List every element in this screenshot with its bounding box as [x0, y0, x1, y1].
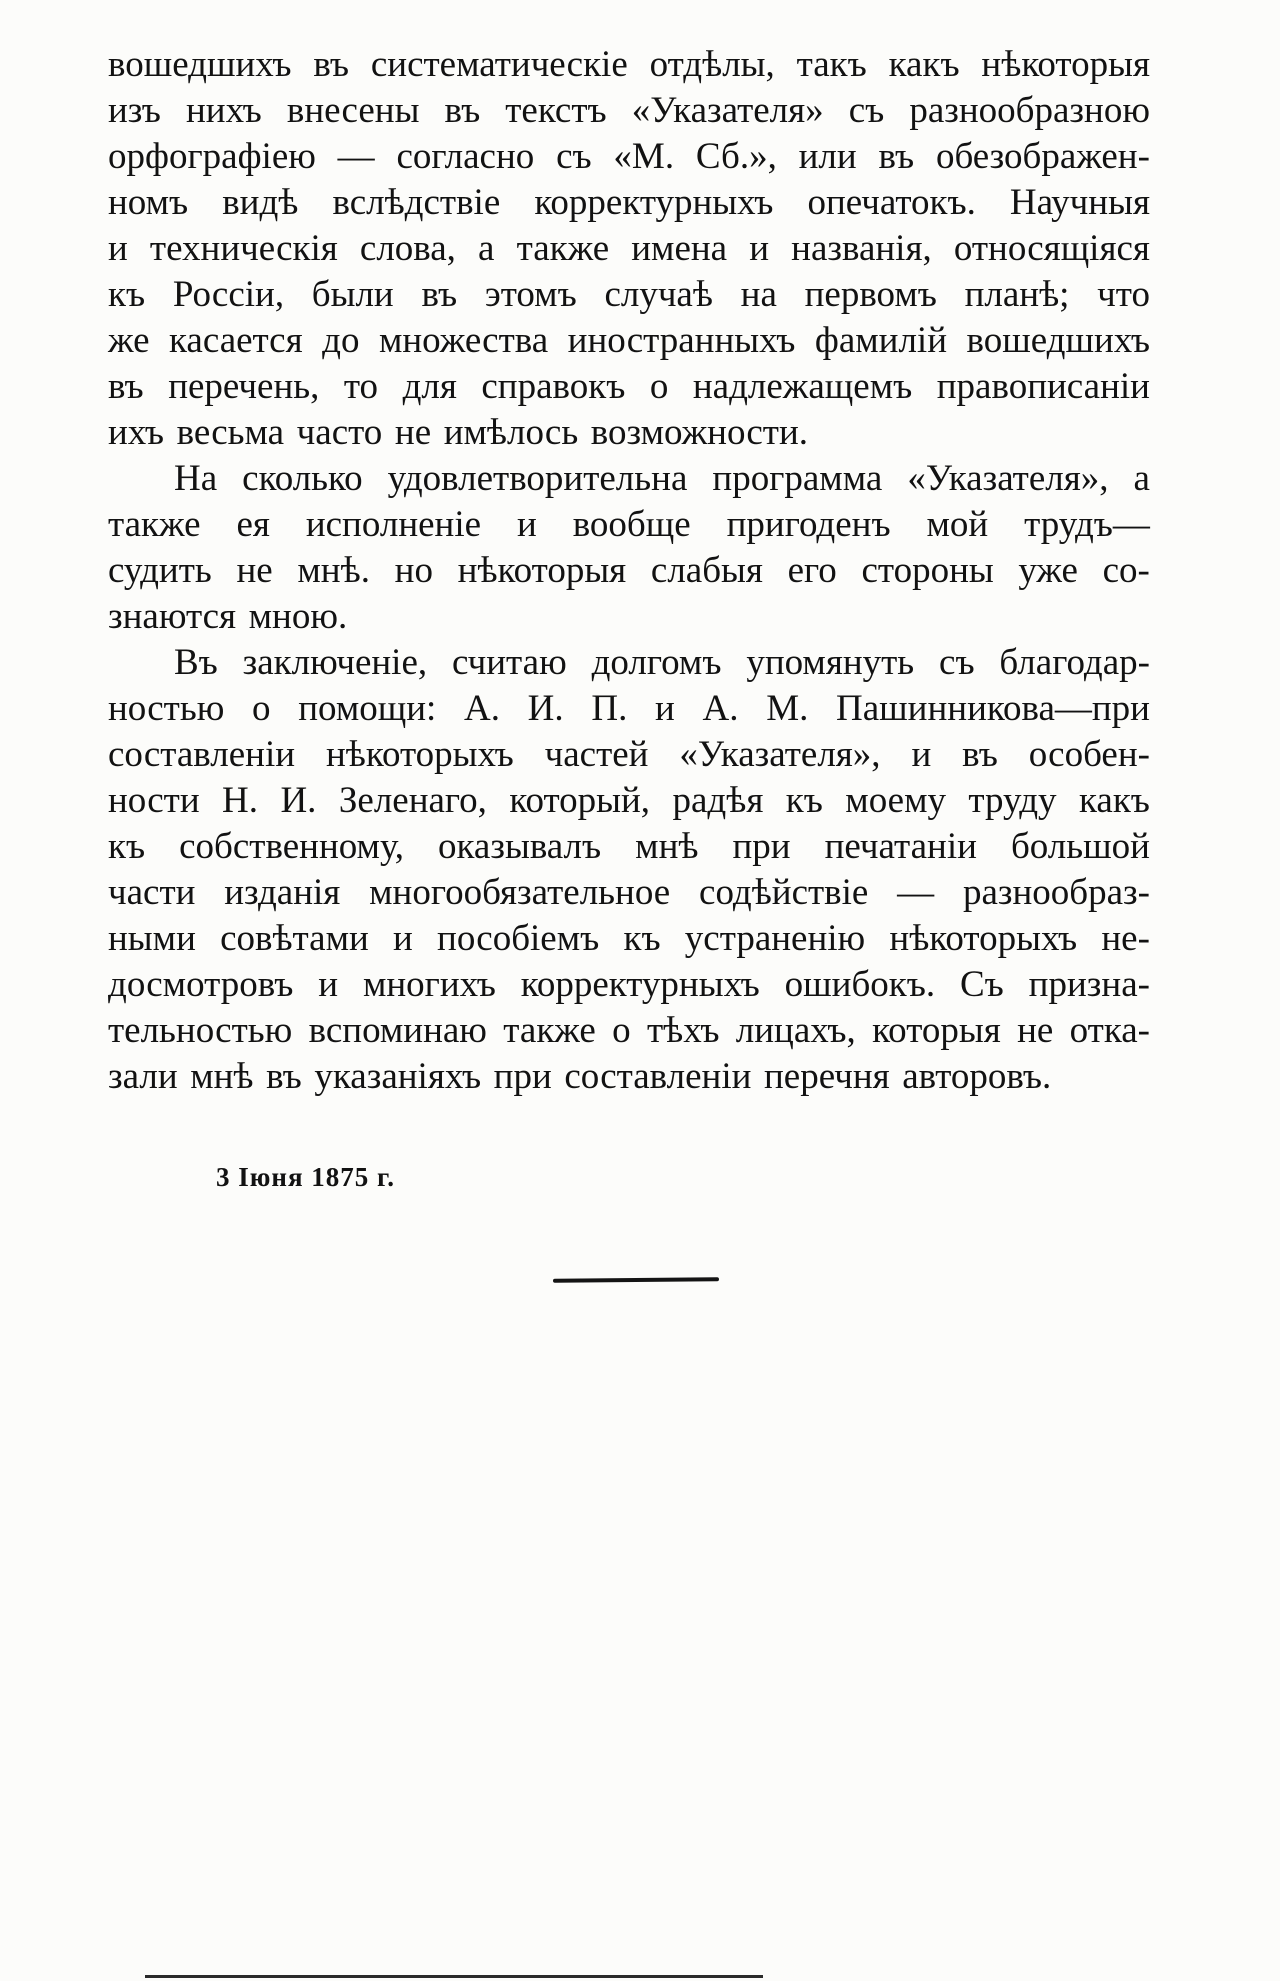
word: П.: [591, 688, 628, 729]
word: зали: [108, 1056, 178, 1097]
word: ности: [108, 780, 200, 821]
word: перечень,: [168, 366, 320, 407]
word: имѣлось: [443, 412, 579, 453]
word: но: [394, 550, 433, 591]
word: долгомъ: [591, 642, 722, 683]
text-line: [108, 456, 1150, 502]
word: съ: [848, 90, 885, 131]
word: собственному,: [179, 826, 404, 867]
word: моему: [845, 780, 946, 821]
word: или: [798, 136, 857, 177]
word: радѣя: [672, 780, 764, 821]
word: лицахъ,: [735, 1010, 856, 1051]
word: въ: [421, 274, 458, 315]
text-line: [108, 134, 1150, 180]
word: какъ: [1078, 780, 1150, 821]
date-line: 3 Іюня 1875 г.: [216, 1162, 396, 1192]
word: тѣхъ: [646, 1010, 720, 1051]
word: внесены: [286, 90, 420, 131]
word: корректурныхъ: [520, 964, 760, 1005]
word: надлежащемъ: [692, 366, 913, 407]
word: а: [478, 228, 495, 269]
word: уже: [1018, 550, 1078, 591]
word: трудъ—: [1024, 504, 1150, 545]
word: вошедшихъ: [966, 320, 1150, 361]
word: тельностью: [108, 1010, 293, 1051]
word: не: [1017, 1010, 1054, 1051]
word: удовлетворительна: [387, 458, 688, 499]
word: мнѣ.: [297, 550, 370, 591]
word: фамилій: [814, 320, 948, 361]
word: Зеленаго,: [338, 780, 487, 821]
word: И.: [527, 688, 564, 729]
word: и: [749, 228, 770, 269]
word: весьма: [176, 412, 285, 453]
word: программа: [712, 458, 883, 499]
word: также: [503, 1010, 596, 1051]
word: нѣкоторыхъ: [889, 918, 1078, 959]
word: составленіи: [564, 1056, 752, 1097]
word: М.: [766, 688, 809, 729]
word: въ: [962, 734, 998, 775]
word: судить: [108, 550, 212, 591]
word: номъ: [108, 182, 189, 223]
word: большой: [1010, 826, 1150, 867]
word: пригоденъ: [726, 504, 891, 545]
word: вспоминаю: [308, 1010, 487, 1051]
scan-edge-line: [145, 1975, 763, 1978]
word: И.: [280, 780, 317, 821]
word: частей: [544, 734, 649, 775]
text-line: [108, 686, 1150, 732]
word: исполненіе: [305, 504, 482, 545]
word: совѣтами: [220, 918, 369, 959]
word: этомъ: [484, 274, 577, 315]
word: слабыя: [650, 550, 763, 591]
word: слова,: [359, 228, 456, 269]
word: какъ: [888, 44, 960, 85]
word: труду: [968, 780, 1057, 821]
word: ихъ: [108, 412, 165, 453]
body-text: [108, 42, 1150, 1100]
text-line: [108, 870, 1150, 916]
word: ея: [236, 504, 270, 545]
word: техническія: [149, 228, 338, 269]
word: помощи:: [298, 688, 437, 729]
word: были: [311, 274, 394, 315]
word: обезображен-: [935, 136, 1150, 177]
word: мнѣ: [190, 1056, 254, 1097]
word: многихъ: [362, 964, 496, 1005]
text-line: [108, 962, 1150, 1008]
word: въ: [266, 1056, 302, 1097]
text-line: [108, 916, 1150, 962]
word: при: [732, 826, 791, 867]
word: перечня: [763, 1056, 890, 1097]
word: Съ: [960, 964, 1004, 1005]
text-line: [108, 272, 1150, 318]
word: «М.: [613, 136, 675, 177]
text-line: [108, 778, 1150, 824]
text-line: [108, 824, 1150, 870]
word: къ: [108, 826, 146, 867]
word: считаю: [451, 642, 567, 683]
word: и: [655, 688, 675, 729]
word: корректурныхъ: [534, 182, 774, 223]
word: иностранныхъ: [567, 320, 796, 361]
word: о: [612, 1010, 631, 1051]
word: съ: [939, 642, 975, 683]
word: для: [402, 366, 457, 407]
word: къ: [785, 780, 823, 821]
text-line: [108, 318, 1150, 364]
word: правописаніи: [936, 366, 1150, 407]
word: отдѣлы,: [649, 44, 775, 85]
word: который,: [509, 780, 651, 821]
word: Н.: [222, 780, 259, 821]
word: въ: [444, 90, 481, 131]
word: не: [394, 412, 432, 453]
word: мною.: [248, 596, 348, 637]
word: отка-: [1069, 1010, 1150, 1051]
word: не-: [1101, 918, 1150, 959]
word: оказывалъ: [438, 826, 602, 867]
text-line: [108, 732, 1150, 778]
word: видѣ: [222, 182, 299, 223]
word: нѣкоторыя: [981, 44, 1150, 85]
word: также: [108, 504, 201, 545]
word: содѣйствіе: [699, 872, 869, 913]
word: также: [516, 228, 610, 269]
word: при: [493, 1056, 552, 1097]
word: его: [787, 550, 837, 591]
word: нѣкоторыя: [457, 550, 627, 591]
text-line: [108, 1008, 1150, 1054]
word: сколько: [242, 458, 363, 499]
word: а: [1133, 458, 1150, 499]
word: въ: [878, 136, 915, 177]
word: составленіи: [108, 734, 296, 775]
word: о: [252, 688, 271, 729]
word: относящіяся: [953, 228, 1150, 269]
word: Сб.»,: [695, 136, 777, 177]
word: заключеніе,: [242, 642, 428, 683]
word: —: [897, 872, 935, 913]
word: пособіемъ: [437, 918, 600, 959]
word: и: [911, 734, 932, 775]
word: вошедшихъ: [108, 44, 292, 85]
word: нѣкоторыхъ: [325, 734, 514, 775]
word: текстъ: [505, 90, 607, 131]
word: къ: [108, 274, 146, 315]
text-line: [108, 88, 1150, 134]
word: случаѣ: [604, 274, 713, 315]
word: ошибокъ.: [784, 964, 936, 1005]
word: возможности.: [590, 412, 809, 453]
word: А.: [702, 688, 739, 729]
closing-rule: [553, 1277, 719, 1282]
word: не: [236, 550, 273, 591]
word: «Указателя»,: [679, 734, 881, 775]
text-line: [108, 640, 1150, 686]
word: первомъ: [804, 274, 937, 315]
word: орфографіею: [108, 136, 316, 177]
text-line: [108, 1054, 1150, 1100]
word: мой: [926, 504, 989, 545]
word: справокъ: [481, 366, 626, 407]
text-line: [108, 42, 1150, 88]
word: и: [516, 504, 537, 545]
word: многообязательное: [369, 872, 671, 913]
word: мнѣ: [635, 826, 699, 867]
word: благодар-: [999, 642, 1150, 683]
word: упомянуть: [746, 642, 915, 683]
word: устраненію: [684, 918, 866, 959]
word: въ: [313, 44, 350, 85]
word: названія,: [791, 228, 932, 269]
word: часто: [296, 412, 383, 453]
word: на: [740, 274, 777, 315]
word: множества: [378, 320, 549, 361]
word: опечатокъ.: [807, 182, 976, 223]
word: разнообразною: [909, 90, 1150, 131]
word: Научныя: [1009, 182, 1150, 223]
word: Въ: [174, 642, 218, 683]
word: нихъ: [185, 90, 262, 131]
word: о: [649, 366, 669, 407]
text-line: [108, 226, 1150, 272]
word: до: [322, 320, 360, 361]
text-line: [108, 502, 1150, 548]
word: разнообраз-: [962, 872, 1150, 913]
word: въ: [108, 366, 144, 407]
word: и: [318, 964, 339, 1005]
word: знаются: [108, 596, 237, 637]
word: На: [174, 458, 218, 499]
text-line: [108, 180, 1150, 226]
word: же: [108, 320, 150, 361]
word: такъ: [796, 44, 867, 85]
word: изданія: [224, 872, 341, 913]
word: Пашинникова—при: [836, 688, 1150, 729]
word: съ: [556, 136, 592, 177]
word: и: [108, 228, 128, 269]
word: особен-: [1028, 734, 1150, 775]
word: изъ: [108, 90, 161, 131]
text-line: [108, 594, 1150, 640]
word: планѣ;: [964, 274, 1070, 315]
text-line: [108, 364, 1150, 410]
word: и: [393, 918, 413, 959]
word: стороны: [861, 550, 994, 591]
word: части: [108, 872, 196, 913]
word: систематическіе: [370, 44, 628, 85]
word: А.: [464, 688, 500, 729]
word: досмотровъ: [108, 964, 294, 1005]
text-line: [108, 548, 1150, 594]
word: согласно: [396, 136, 535, 177]
word: указаніяхъ: [314, 1056, 482, 1097]
word: то: [343, 366, 379, 407]
word: со-: [1102, 550, 1150, 591]
word: что: [1097, 274, 1150, 315]
word: къ: [623, 918, 661, 959]
word: вслѣдствіе: [332, 182, 501, 223]
word: которыя: [872, 1010, 1001, 1051]
word: Россіи,: [172, 274, 285, 315]
word: имена: [631, 228, 728, 269]
word: «Указателя»: [631, 90, 824, 131]
word: печатаніи: [824, 826, 977, 867]
word: «Указателя»,: [907, 458, 1109, 499]
word: касается: [169, 320, 303, 361]
text-line: [108, 410, 1150, 456]
word: ными: [108, 918, 196, 959]
word: ностью: [108, 688, 225, 729]
word: —: [337, 136, 375, 177]
word: авторовъ.: [902, 1056, 1052, 1097]
word: призна-: [1028, 964, 1150, 1005]
word: вообще: [572, 504, 691, 545]
